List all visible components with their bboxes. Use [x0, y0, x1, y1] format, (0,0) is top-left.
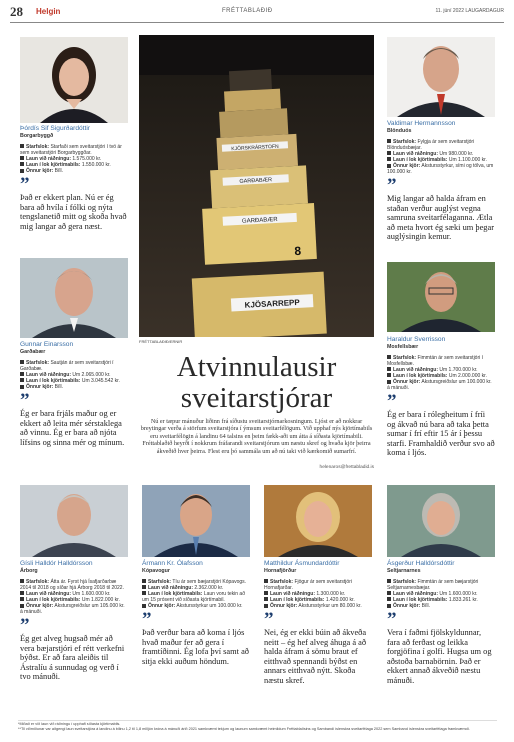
fact-row-laun-lok: Laun í lok kjörtímabils: 1.833.261 kr.	[387, 597, 495, 603]
section-name: Helgin	[36, 7, 61, 16]
fact-row-laun: Laun við ráðningu: Um 980.000 kr.	[387, 151, 495, 157]
issue-date: 11. júní 2022 LAUGARDAGUR	[435, 8, 504, 14]
profile-asgerdur	[385, 483, 497, 718]
fact-row-laun-lok: Laun í lok kjörtímabils: Laun voru tekin að um 15 prósent við síðasta kjörtímabil.	[142, 590, 245, 603]
fact-row-onnur: Önnur kjör: Bíll.	[20, 384, 128, 390]
portrait-photo	[20, 258, 128, 338]
profile-gisli	[18, 483, 130, 718]
profile-valdimar	[385, 35, 497, 255]
person-quote: Ég er bara frjáls maður og er ekkert að leita mér sérstaklega að vinnu. Ég er bara að njóta lífsins og sinna mér og mínum.	[20, 408, 125, 447]
fact-list	[264, 579, 372, 609]
fact-list	[142, 579, 250, 609]
profile-haraldur	[385, 260, 497, 475]
person-municipality: Árborg	[20, 567, 38, 574]
fact-row-onnur: Önnur kjör: Akstursstyrkur um 100.000 kr.	[142, 603, 250, 609]
quote-mark-icon: ”	[20, 615, 30, 637]
headline-line-2: sveitarstjórar	[180, 382, 333, 414]
fact-row-laun: Laun við ráðningu: 2.362.000 kr.	[142, 585, 250, 591]
person-name: Valdimar Hermannsson	[387, 120, 456, 127]
person-quote: Það verður bara að koma í ljós hvað maður fer að gera í framtíðinni. Ég lofa því samt að sitja ekki auðum höndum.	[142, 627, 249, 666]
person-quote: Nei, ég er ekki búin að ákveða neitt – ég hef alveg áhuga á að halda áfram á sömu braut ef eitthvað spennandi býðst en annars eitthvað nýtt. Skoða næstu skref.	[264, 627, 367, 685]
profile-thordis	[18, 35, 130, 250]
footnotes	[18, 722, 497, 732]
fact-row-onnur: Önnur kjör: Akstursgreiðslur um 100.000 kr. á mánuði.	[387, 378, 492, 391]
profile-gunnar	[18, 256, 130, 476]
quote-mark-icon: ”	[387, 608, 397, 630]
fact-list	[20, 579, 128, 616]
person-municipality: Blönduós	[387, 127, 412, 134]
person-municipality: Seltjarnarnes	[387, 567, 421, 574]
person-name: Ásgerður Halldórsdóttir	[387, 560, 455, 567]
person-name: Þórdís Sif Sigurðardóttir	[20, 125, 90, 132]
person-name: Gunnar Einarsson	[20, 341, 74, 348]
page-number: 28	[10, 4, 23, 19]
fact-row-laun: Laun við ráðningu: Um 2.065.000 kr.	[20, 372, 128, 378]
profile-matthildur	[262, 483, 374, 718]
person-quote: Mig langar að halda áfram en staðan verður auglýst vegna samruna sveitarfélaganna. Ætla að meta hvort ég sæki um þegar auglýsingin kemur.	[387, 194, 494, 242]
portrait-photo	[387, 37, 495, 117]
person-quote: Ég get alveg hugsað mér að vera bæjarstjóri ef rétt verkefni býðst. Er að fara aleiðis til Ástralíu á sunnudag og verð í tvo mánuði.	[20, 634, 125, 682]
svg-text:KJÖRSKRÁRSTOFN: KJÖRSKRÁRSTOFN	[231, 143, 279, 153]
fact-row-starfslok: Starfslok: Fimmtán ár sem sveitarstjóri í Mosfellsbæ.	[387, 354, 484, 367]
person-municipality: Garðabær	[20, 348, 46, 355]
person-quote: Vera í faðmi fjölskyldunnar, fara að ferðast og leikka forgjöfina í golfi. Hugsa um og aðstoða barnabörnin. Það er ekkert annað ákveðið næstu mánuði.	[387, 627, 492, 685]
fact-list	[387, 355, 495, 392]
person-name: Haraldur Sverrisson	[387, 336, 446, 343]
person-municipality: Mosfellsbær	[387, 343, 419, 350]
profile-armann	[140, 483, 252, 718]
fact-row-starfslok: Starfslok: Átta ár. Fyrst hjá Ísafjarðarbæ 2014 til 2018 og síðar hjá Árborg 2018 til 2022.	[20, 578, 124, 591]
fact-row-starfslok: Starfslok: Sautján ár sem sveitarstjóri í Garðabæ.	[20, 359, 114, 372]
person-quote: Það er ekkert plan. Nú er ég bara að hvíla í fólki og nýta tengslanetið mitt og skoða hvað mig langar að gera næst.	[20, 192, 127, 231]
portrait-photo	[387, 485, 495, 557]
footnote-1: *Miðað er við laun við ráðningu í upphafi síðasta kjörtímabils.	[18, 722, 121, 726]
fact-row-onnur: Önnur kjör: Bíll.	[387, 603, 495, 609]
fact-row-starfslok: Starfslok: Fylgja ár sem sveitarstjóri Blönduósbæjar.	[387, 138, 475, 151]
quote-mark-icon: ”	[387, 175, 397, 197]
author-email: helenaros@frettabladid.is	[319, 465, 374, 470]
fact-row-laun-lok: Laun í lok kjörtímabils: 1.420.000 kr.	[264, 597, 372, 603]
fact-row-laun-lok: Laun í lok kjörtímabils: 1.550.000 kr.	[20, 162, 128, 168]
fact-list	[20, 360, 128, 390]
fact-row-laun-lok: Laun í lok kjörtímabils: Um 3.045.542 kr.	[20, 378, 128, 384]
person-name: Ármann Kr. Ólafsson	[142, 560, 203, 567]
svg-text:GARÐABÆR: GARÐABÆR	[241, 216, 278, 225]
fact-row-laun-lok: Laun í lok kjörtímabils: Um 1.100.000 kr.	[387, 157, 495, 163]
quote-mark-icon: ”	[20, 173, 30, 195]
fact-row-laun: Laun við ráðningu: Um 1.700.000 kr.	[387, 367, 495, 373]
person-municipality: Kópavogur	[142, 567, 170, 574]
fact-row-laun-lok: Laun í lok kjörtímabils: Um 1.822.000 kr.	[20, 597, 128, 603]
person-municipality: Hornafjörður	[264, 567, 297, 574]
portrait-photo	[264, 485, 372, 557]
fact-list	[20, 144, 128, 174]
person-municipality: Borgarbyggð	[20, 132, 54, 139]
fact-list	[387, 579, 495, 609]
person-name: Gísli Halldór Halldórsson	[20, 560, 93, 567]
svg-text:8: 8	[294, 243, 302, 259]
quote-mark-icon: ”	[264, 608, 274, 630]
quote-mark-icon: ”	[387, 391, 397, 413]
person-name: Matthildur Ásmundardóttir	[264, 560, 340, 567]
portrait-photo	[387, 262, 495, 332]
portrait-photo	[142, 485, 250, 557]
fact-row-laun: Laun við ráðningu: 1.575.000 kr.	[20, 156, 128, 162]
fact-row-onnur: Önnur kjör: Bíll.	[20, 168, 128, 174]
fact-row-laun: Laun við ráðningu: Um 1.600.000 kr.	[387, 591, 495, 597]
headline-line-1: Atvinnulausir	[176, 351, 337, 383]
photo-caption: FRÉTTABLAÐIÐ/ERNIR	[139, 339, 183, 344]
fact-row-starfslok: Starfslok: Starfaði sem sveitarstjóri í tvö ár sem sveitarstjóri Borgarbyggðar.	[20, 143, 122, 156]
fact-list	[387, 139, 495, 176]
fact-row-laun: Laun við ráðningu: Um 1.600.000 kr.	[20, 591, 128, 597]
portrait-photo	[20, 485, 128, 557]
fact-row-starfslok: Starfslok: Tíu ár sem bæjarstjóri Kópavogs.	[142, 579, 250, 585]
quote-mark-icon: ”	[20, 389, 30, 411]
page-header	[10, 4, 504, 23]
svg-text:KJÖSARREPP: KJÖSARREPP	[244, 297, 300, 310]
person-quote: Ég er bara í rólegheitum í fríi og ákvað nú bara að taka þetta sumar í frí eftir 15 ár í þessu starfi. Framhaldið verður svo að koma í ljós.	[387, 410, 495, 458]
quote-mark-icon: ”	[142, 608, 152, 630]
article-lede: Nú er tæpur mánuður liðinn frá síðustu sveitarstjórnarkosningum. Ljóst er að nokkrar breytingar verða á störfum sveitarstjóra í ýmsum sveitarfélögum. Við upphaf nýs kjörtímabils eru sveitarfélögin á landinu 64 talsins en þeim fækk-aði um átta á síðasta kjörtímabili. Fréttablaðið heyrði í nokkrum fráfarandi sveitarstjórum um næstu skref og hvaða kjör þeirra ákveðið hver þeirra. Flest eru þó sammála um að nú taki við kærkomið sumarfrí.	[140, 418, 373, 455]
fact-row-onnur: Önnur kjör: Akstursgreiðslur um 105.000 kr. á mánuði.	[20, 602, 125, 615]
fact-row-onnur: Önnur kjör: Akstursstyrkur, sími og tölva, um 100.000 kr.	[387, 162, 494, 175]
fact-row-onnur: Önnur kjör: Akstursstyrkur um 80.000 kr.	[264, 603, 372, 609]
newspaper-name: FRÉTTABLAÐIÐ	[222, 8, 273, 14]
fact-row-laun-lok: Laun í lok kjörtímabils: Um 2.000.000 kr.	[387, 373, 495, 379]
footnote-2: **Til viðmiðunar var aðgengi laun sveitarstjóra á landinu á bilinu 1,2 til 1,8 milljón króna á mánuði árið 2021 samkvæmt tekjum og launum samkvæmt heimildum Fréttablaðsins og Sambandi íslenskra sveitarfélaga 2022 sem Samband íslenskra sveitarfélaga framkvæmdi.	[18, 727, 470, 731]
fact-row-starfslok: Starfslok: Fjögur ár sem sveitarstjóri Hornafjarðar.	[264, 578, 352, 591]
article-headline	[139, 352, 374, 414]
ballot-boxes-photo	[139, 35, 374, 337]
svg-text:GARÐABÆR: GARÐABÆR	[239, 177, 273, 185]
footnote-divider	[18, 720, 497, 721]
fact-row-laun: Laun við ráðningu: 1.300.000 kr.	[264, 591, 372, 597]
fact-row-starfslok: Starfslok: Fimmtán ár sem bæjarstjóri Seltjarnarnesbæjar.	[387, 578, 479, 591]
portrait-photo	[20, 37, 128, 123]
